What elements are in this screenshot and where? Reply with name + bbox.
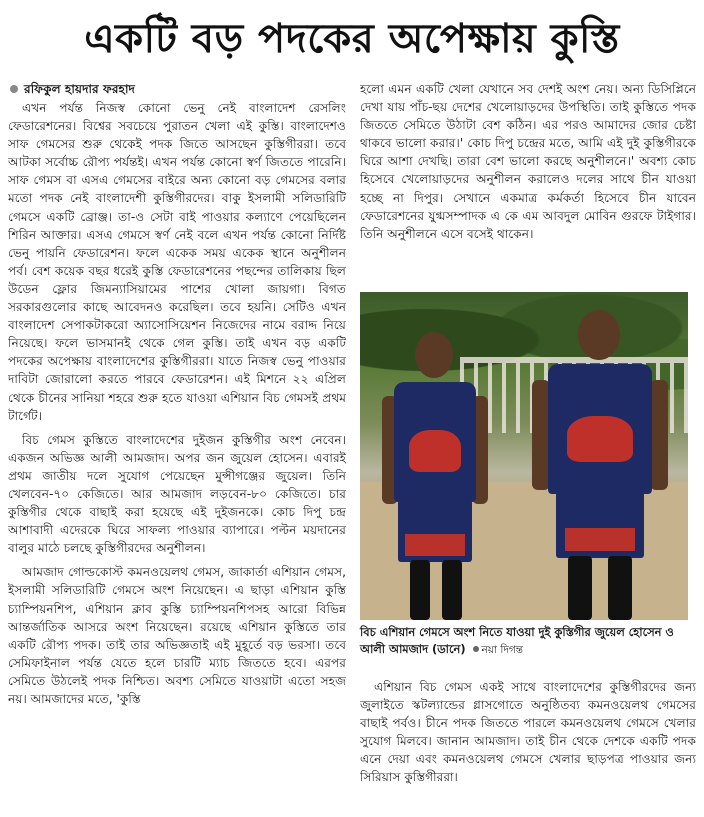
- paragraph: হলো এমন একটি খেলা যেখানে সব দেশই অংশ নেয়। অন্য ডিসিপ্লিনে দেখা যায় পাঁচ-ছয় দেশের খেলোয়াড়দের উপস্থিতি। তাই কুস্তিতে পদক জিততে সেমিতে উঠাটা বেশ কঠিন। এর পরও আমাদের জোর চেষ্টা থাকবে ভালো করার।' কোচ দিপু চন্দ্রের মতে, আমি এই দুই কুস্তিগীরকে ঘিরে আশা দেখছি। তারা বেশ ভালো করছে অনুশীলনে।' অবশ্য কোচ হিসেবে খেলোয়াড়দের অনুশীলন করালেও দলের সাথে চীন যাওয়া হচ্ছে না দিপুর। সেখানে একমাত্র কর্মকর্তা হিসেবে চীন যাবেন ফেডারেশনের যুগ্মসম্পাদক এ কে এম আবদুল মোবিন গুরফে টাইগার। তিনি অনুশীলনে এসে বসেই থাকেন।: [360, 82, 696, 241]
- author-name: রফিকুল হায়দার ফরহাদ: [24, 82, 135, 96]
- left-column: [8, 80, 346, 810]
- wrestlers-photo: [360, 292, 688, 620]
- wrestler-left-figure: [380, 332, 490, 620]
- photo-caption: [360, 624, 696, 668]
- paragraph: এশিয়ান বিচ গেমস একই সাথে বাংলাদেশের কুস্তিগীরদের জন্য জুলাইতে স্কটল্যান্ডের গ্লাসগোতে অনুষ্ঠিতব্য কমনওয়েলথ গেমসের বাছাই পর্বও। চীনে পদক জিততে পারলে কমনওয়েলথ গেমসে খেলার সুযোগ মিলবে। জানান আমজাদ। তাই চীন থেকে দেশকে একটি পদক এনে দেয়া এবং কমনওয়েলথ গেমসে খেলার ছাড়পত্র পাওয়ার জন্য সিরিয়াস কুস্তিগীররা।: [360, 680, 696, 785]
- paragraph: বিচ গেমস কুস্তিতে বাংলাদেশের দুইজন কুস্তিগীর অংশ নেবেন। একজন অভিজ্ঞ আলী আমজাদ। অপর জন জুয়েল হোসেন। এবারই প্রথম জাতীয় দলে সুযোগ পেয়েছেন মুন্সীগঞ্জের জুয়েল। তিনি খেলবেন-৭০ কেজিতে। আর আমজাদ লড়বেন-৮০ কেজিতে। চার কুস্তিগীর থেকে বাছাই করা হয়েছে এই দুইজনকে। কোচ দিপু চন্দ্র আশাবাদী এদেরকে ঘিরে সাফল্য পাওয়ার ব্যাপারে। পল্টন ময়দানের বালুর মাঠে চলছে কুস্তিগীরদের অনুশীলন।: [8, 432, 346, 556]
- wrestler-right-figure: [530, 310, 670, 620]
- bullet-icon: [10, 85, 18, 93]
- bullet-icon: [473, 646, 479, 652]
- photo-credit: নয়া দিগন্ত: [481, 644, 523, 656]
- byline: [8, 80, 346, 98]
- right-column-bottom: [360, 678, 696, 813]
- article-headline: একটি বড় পদকের অপেক্ষায় কুস্তি: [84, 16, 620, 62]
- caption-text: বিচ এশিয়ান গেমসে অংশ নিতে যাওয়া দুই কুস্তিগীর জুয়েল হোসেন ও আলী আমজাদ (ডানে): [360, 625, 674, 656]
- paragraph: আমজাদ গোল্ডকোস্ট কমনওয়েলথ গেমস, জাকার্তা এশিয়ান গেমস, ইসলামী সলিডারিটি গেমসে অংশ নিয়েছেন। এ ছাড়া এশিয়ান কুস্তি চ্যাম্পিয়নশিপ, এশিয়ান ক্লাব কুস্তি চ্যাম্পিয়নশিপসহ আরো বিভিন্ন আন্তর্জাতিক আসরে অংশ নিয়েছেন। রয়েছে এশিয়ান কুস্তিতে তার একটি রৌপ্য পদক। তাই তার অভিজ্ঞতাই এই মুহূর্তে বড় ভরসা। তবে সেমিফাইনাল পর্যন্ত যেতে হলে চারটি ম্যাচ জিততে হবে। এরপর সেমিতে উঠলেই পদক নিশ্চিত। অবশ্য সেমিতে যাওয়াটা এতো সহজ নয়। আমজাদের মতে, 'কুস্তি: [8, 565, 346, 706]
- paragraph: এখন পর্যন্ত নিজস্ব কোনো ভেনু নেই বাংলাদেশ রেসলিং ফেডারেশনের। বিশ্বের সবচেয়ে পুরাতন খেলা এই কুস্তি। বাংলাদেশও সাফ গেমসের শুরু থেকেই পদক জিতে আসছেন কুস্তিগীররা। তবে আটকা সর্বোচ্চ রৌপ্য পর্যন্তই। এখন পর্যন্ত কোনো স্বর্ণ জিততে পারেনি। সাফ গেমস বা এসএ গেমসের বাইরে অন্য কোনো বড় গেমসের বলার মতো পদক নেই বাংলাদেশী কুস্তিগীরদের। বাকু ইসলামী সলিডারিটি গেমসে একটি ব্রোঞ্জ। তা-ও সেটা বাই পাওয়ার কল্যাণে পেয়েছিলেন শিরিন আক্তার। এসএ গেমসে স্বর্ণ নেই বলে এখন পর্যন্ত কোনো নির্দিষ্ট ভেনু পায়নি ফেডারেশন। ফলে একেক সময় একেক স্থানে অনুশীলন পর্ব। বেশ কয়েক বছর ধরেই কুস্তি ফেডারেশনের পছন্দের তালিকায় ছিল উডেন ফ্লোর জিমন্যাসিয়ামের পাশের খোলা জায়গা। বিগত সরকারগুলোর কাছে আবেদনও করেছিল। তবে হয়নি। সেটিও এখন বাংলাদেশ সেপাকটাকরো অ্যাসোসিয়েশন নিজেদের নামে বরাদ্দ নিয়ে নিয়েছে। ফলে ভাসমানই থেকে গেল কুস্তি। তাই এখন বড় একটি পদকের অপেক্ষায় বাংলাদেশের কুস্তিগীররা। যাতে নিজস্ব ভেনু পাওয়ার দাবিটা জোরালো করতে পারবে ফেডারেশন। এই মিশনে ২২ এপ্রিল থেকে চীনের সানিয়া শহরে শুরু হতে যাওয়া এশিয়ান বিচ গেমসই প্রথম টার্গেট।: [8, 101, 346, 423]
- right-column-top: [360, 80, 696, 292]
